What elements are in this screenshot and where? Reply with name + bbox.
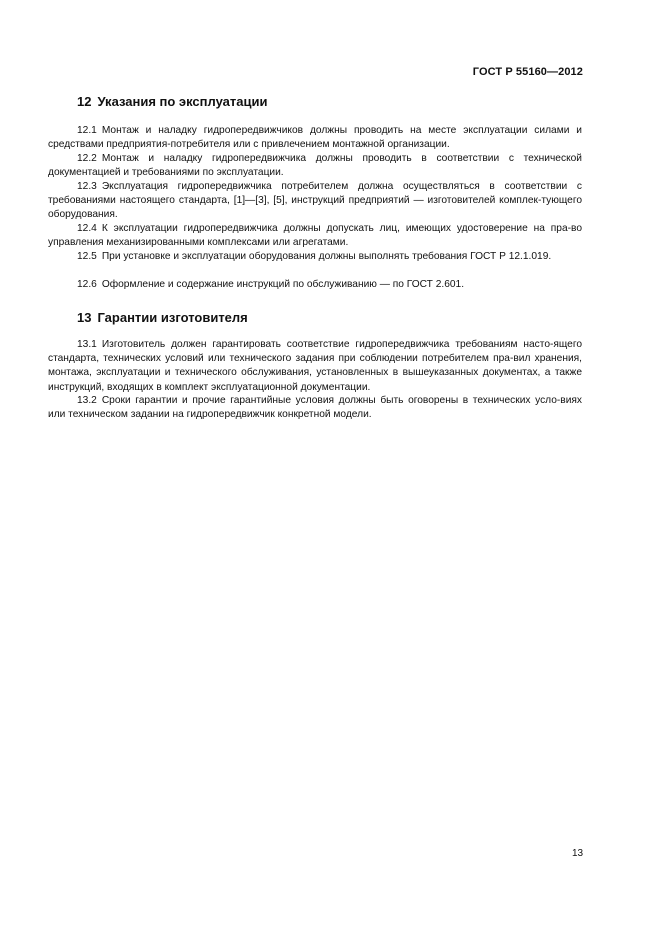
section-title: Указания по эксплуатации: [97, 94, 268, 109]
paragraph-text: Монтаж и наладку гидропередвижчика должны проводить в соответствии с технической документацией и требованиями по эксплуатации.: [48, 153, 582, 179]
paragraph-number: 13.1: [77, 339, 97, 350]
section-title: Гарантии изготовителя: [97, 310, 248, 325]
paragraph-12-6: [48, 278, 582, 292]
paragraph-13-1: [48, 338, 582, 395]
paragraph-text: Изготовитель должен гарантировать соответствие гидропередвижчика требованиям насто-ящего стандарта, технических условий или технического задания при соблюдении потребителем пра-вил хранения, монтажа, эксплуатации и технического обслуживания, установленных в вышеуказанных документах, а также инструкций, входящих в комплект эксплуатационной документации.: [48, 339, 582, 393]
paragraph-text: Монтаж и наладку гидропередвижчиков должны проводить на месте эксплуатации силами и средствами предприятия-потребителя или с привлечением монтажной организации.: [48, 125, 582, 151]
paragraph-number: 12.4: [77, 223, 97, 234]
paragraph-12-4: [48, 222, 582, 250]
section-number: 12: [77, 94, 92, 109]
paragraph-12-5: [48, 250, 582, 264]
paragraph-text: Оформление и содержание инструкций по обслуживанию — по ГОСТ 2.601.: [101, 279, 465, 290]
paragraph-number: 12.6: [77, 279, 97, 290]
section-number: 13: [77, 310, 92, 325]
paragraph-12-1: [48, 124, 582, 152]
section-12-heading: [77, 94, 267, 109]
paragraph-number: 12.5: [77, 251, 97, 262]
paragraph-number: 12.3: [77, 181, 97, 192]
page-number: 13: [572, 848, 584, 859]
paragraph-number: 13.2: [77, 395, 97, 406]
paragraph-number: 12.1: [77, 125, 97, 136]
paragraph-number: 12.2: [77, 153, 97, 164]
paragraph-text: К эксплуатации гидропередвижчика должны допускать лиц, имеющих удостоверение на пра-во управления механизированными комплексами или агрегатами.: [48, 223, 582, 249]
paragraph-text: Эксплуатация гидропередвижчика потребителем должна осуществляться в соответствии с требованиями настоящего стандарта, [1]—[3], [5], инструкций предприятий — изготовителей комплек-тующего оборудования.: [48, 181, 582, 221]
paragraph-13-2: [48, 394, 582, 422]
section-13-heading: [77, 310, 248, 325]
paragraph-12-3: [48, 180, 582, 223]
paragraph-text: При установке и эксплуатации оборудования должны выполнять требования ГОСТ Р 12.1.019.: [101, 251, 552, 262]
paragraph-text: Сроки гарантии и прочие гарантийные условия должны быть оговорены в технических усло-виях или техническом задании на гидропередвижчик конкретной модели.: [48, 395, 582, 421]
paragraph-12-2: [48, 152, 582, 180]
standard-code: ГОСТ Р 55160—2012: [472, 66, 583, 78]
